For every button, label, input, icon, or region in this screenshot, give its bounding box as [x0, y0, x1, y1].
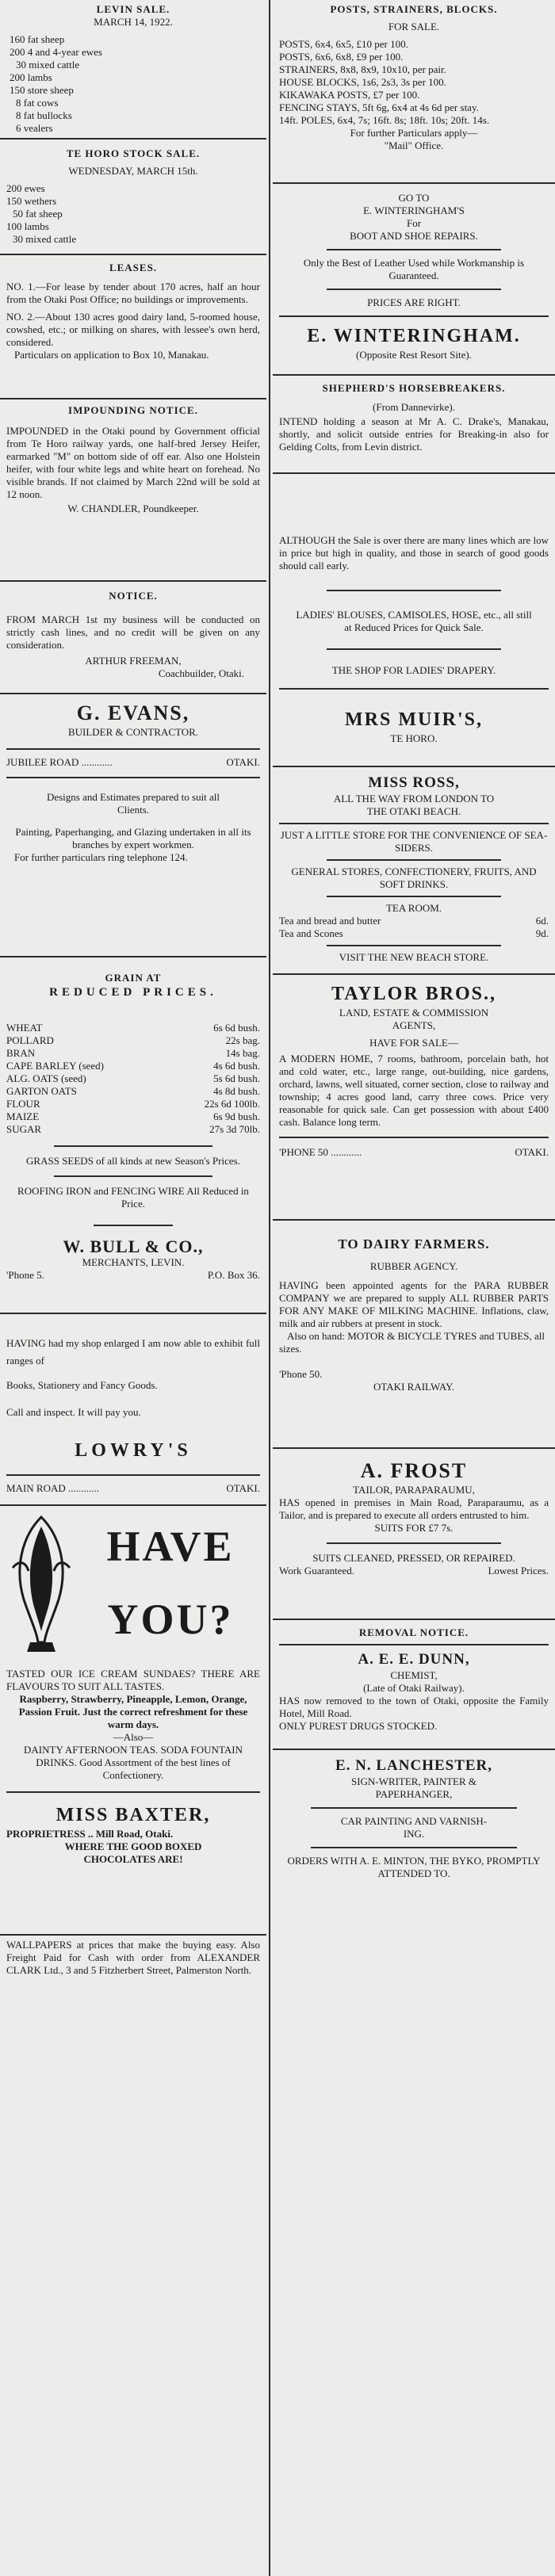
levin-sale-ad: [0, 0, 266, 138]
posts-further: For further Particulars apply—: [350, 127, 478, 139]
te-horo-date: WEDNESDAY, MARCH 15th.: [68, 165, 198, 177]
posts-for-sale: FOR SALE.: [388, 21, 440, 32]
leases-title: LEASES.: [109, 262, 158, 273]
freeman-notice-ad: [0, 582, 266, 693]
ross-name: MISS ROSS,: [368, 774, 460, 791]
levin-sale-item: 160 fat sheep: [10, 33, 65, 45]
posts-mail-office: "Mail" Office.: [384, 140, 444, 151]
taylor-bros-ad: [273, 975, 555, 1219]
baxter-teas: DAINTY AFTERNOON TEAS. SODA FOUNTAIN DRINKS. Good Assortment of the best lines of Confectionery.: [24, 1744, 243, 1781]
a-frost-ad: [273, 1449, 555, 1619]
impounding-text: IMPOUNDED in the Otaki pound by Government official from Te Horo railway yards, one half-bred Jersey Heifer, earmarked "M" on bottom side of off ear. Also one Holstein heifer, with four white legs and white heart on forehead. No visible brands. If not claimed by March 22nd will be sold at 12 noon.: [6, 425, 260, 500]
winteringham-prices: PRICES ARE RIGHT.: [367, 296, 461, 308]
notice-signature-trade: Coachbuilder, Otaki.: [158, 667, 244, 679]
ross-tea-row: Tea and Scones 9d.: [279, 927, 549, 939]
evans-address-road: JUBILEE ROAD ............: [6, 756, 113, 768]
lanchester-car2: ING.: [403, 1828, 425, 1840]
posts-line: POSTS, 6x6, 6x8, £9 per 100.: [279, 51, 404, 63]
mrs-muir-ad: [273, 474, 555, 766]
taylor-town: OTAKI.: [515, 1146, 549, 1158]
frost-guarantee: [279, 1565, 549, 1577]
miss-baxter-ad: [0, 1506, 266, 1934]
lanchester-name: E. N. LANCHESTER,: [335, 1757, 493, 1774]
ross-visit: VISIT THE NEW BEACH STORE.: [339, 951, 489, 963]
grain-row: WHEAT 6s 6d bush.: [6, 1022, 260, 1034]
wallpapers-ad: [0, 1936, 266, 1980]
dairy-text: HAVING been appointed agents for the PARA RUBBER COMPANY we are prepared to supply ALL RUBBER PARTS FOR ANY MAKE OF MILKING MACHINE. Inflations, claw, milk and air rubbers at present in stock.: [279, 1279, 549, 1329]
dairy-phone: 'Phone 50.: [279, 1368, 323, 1380]
levin-sale-date: MARCH 14, 1922.: [94, 16, 173, 28]
dairy-sub: RUBBER AGENCY.: [369, 1260, 458, 1272]
te-horo-stock-sale-ad: [0, 140, 266, 254]
notice-signature-name: ARTHUR FREEMAN,: [85, 655, 182, 667]
frost-suits: SUITS FOR £7 7s.: [374, 1522, 454, 1534]
winteringham-leather: Only the Best of Leather Used while Workmanship is Guaranteed.: [303, 257, 525, 281]
sundae-vase-illustration: [6, 1512, 76, 1663]
taylor-phone: [279, 1146, 549, 1159]
notice-text: FROM MARCH 1st my business will be conducted on strictly cash lines, and no credit will be given on any consideration.: [6, 613, 260, 651]
baxter-sundaes: TASTED OUR ICE CREAM SUNDAES? THERE ARE FLAVOURS TO SUIT ALL TASTES.: [6, 1668, 260, 1692]
taylor-sub2: AGENTS,: [392, 1019, 436, 1031]
te-horo-item: 100 lambs: [6, 220, 49, 232]
evans-telephone: For further particulars ring telephone 124.: [14, 851, 188, 863]
grain-row: ALG. OATS (seed) 5s 6d bush.: [6, 1072, 260, 1084]
dairy-railway: OTAKI RAILWAY.: [373, 1381, 454, 1393]
dunn-text: HAS now removed to the town of Otaki, opposite the Family Hotel, Mill Road.: [279, 1695, 549, 1719]
dunn-only: ONLY PUREST DRUGS STOCKED.: [279, 1720, 438, 1732]
winteringham-goto: GO TO: [398, 192, 430, 204]
g-evans-ad: [0, 694, 266, 956]
dunn-name: A. E. E. DUNN,: [358, 1651, 470, 1668]
frost-sub: TAILOR, PARAPARAUMU,: [353, 1484, 475, 1496]
impounding-title: IMPOUNDING NOTICE.: [68, 404, 198, 416]
shepherd-title: SHEPHERD'S HORSEBREAKERS.: [322, 382, 506, 394]
dunn-title: REMOVAL NOTICE.: [358, 1626, 469, 1638]
muir-place: TE HORO.: [390, 732, 438, 744]
grain-row: FLOUR 22s 6d 100lb.: [6, 1098, 260, 1110]
grass-seeds: GRASS SEEDS of all kinds at new Season's Prices.: [26, 1155, 240, 1167]
ross-general: GENERAL STORES, CONFECTIONERY, FRUITS, AND SOFT DRINKS.: [291, 866, 537, 890]
ross-tea-room: TEA ROOM.: [385, 902, 442, 914]
grain-price-list: [6, 1022, 260, 1136]
dairy-also: Also on hand: MOTOR & BICYCLE TYRES and TUBES, all sizes.: [279, 1330, 545, 1355]
posts-title: POSTS, STRAINERS, BLOCKS.: [330, 3, 498, 15]
w-bull-name: W. BULL & CO.,: [63, 1236, 204, 1256]
taylor-have: HAVE FOR SALE—: [369, 1037, 458, 1049]
muir-ladies: LADIES' BLOUSES, CAMISOLES, HOSE, etc., all still at Reduced Prices for Quick Sale.: [296, 609, 532, 633]
levin-sale-item: 8 fat cows: [16, 97, 59, 109]
evans-painting: Painting, Paperhanging, and Glazing undertaken in all its branches by expert workmen.: [15, 826, 251, 850]
winteringham-opposite: (Opposite Rest Resort Site).: [356, 349, 472, 361]
lanchester-sub1: SIGN-WRITER, PAINTER &: [350, 1775, 477, 1787]
you-heading: YOU?: [107, 1596, 234, 1643]
baxter-also: —Also—: [113, 1731, 154, 1743]
grain-row: MAIZE 6s 9d bush.: [6, 1110, 260, 1122]
taylor-name: TAYLOR BROS.,: [331, 984, 497, 1004]
lowry-address-town: OTAKI.: [226, 1482, 260, 1494]
taylor-sub1: LAND, ESTATE & COMMISSION: [339, 1007, 489, 1019]
grain-row: CAPE BARLEY (seed) 4s 6d bush.: [6, 1060, 260, 1072]
te-horo-item: 50 fat sheep: [13, 208, 63, 220]
dunn-sub: CHEMIST,: [390, 1669, 438, 1681]
grain-row: GARTON OATS 4s 8d bush.: [6, 1085, 260, 1097]
lowrys-ad: [0, 1314, 266, 1504]
frost-name: A. FROST: [360, 1459, 468, 1482]
winteringham-repairs: BOOT AND SHOE REPAIRS.: [350, 230, 478, 242]
posts-line: HOUSE BLOCKS, 1s6, 2s3, 3s per 100.: [279, 76, 446, 88]
levin-sale-item: 200 4 and 4-year ewes: [10, 46, 102, 58]
lanchester-sub2: PAPERHANGER,: [375, 1788, 453, 1800]
lanchester-ad: [273, 1750, 555, 1883]
lease-particulars: Particulars on application to Box 10, Manakau.: [14, 349, 209, 361]
right-column: [273, 0, 555, 2576]
frost-work: Work Guaranteed.: [279, 1565, 354, 1577]
notice-title: NOTICE.: [109, 590, 158, 602]
frost-cleaned: SUITS CLEANED, PRESSED, OR REPAIRED.: [312, 1552, 515, 1564]
baxter-sub: PROPRIETRESS .. Mill Road, Otaki.: [6, 1828, 174, 1840]
te-horo-title: TE HORO STOCK SALE.: [66, 147, 201, 159]
levin-sale-item: 30 mixed cattle: [16, 59, 80, 71]
muir-name: MRS MUIR'S,: [344, 709, 483, 730]
evans-designs: Designs and Estimates prepared to suit all Clients.: [46, 791, 220, 816]
lowry-address-road: MAIN ROAD ............: [6, 1482, 99, 1494]
levin-sale-title: LEVIN SALE.: [96, 3, 170, 15]
w-bull-box: P.O. Box 36.: [207, 1269, 260, 1281]
winteringham-ad: [273, 184, 555, 374]
w-bull-phone: 'Phone 5.: [6, 1269, 44, 1281]
levin-sale-item: 200 lambs: [10, 71, 52, 83]
te-horo-item: 30 mixed cattle: [13, 233, 77, 245]
grain-title: GRAIN AT: [105, 972, 162, 984]
baxter-chocolates: WHERE THE GOOD BOXED CHOCOLATES ARE!: [64, 1840, 202, 1865]
posts-line: STRAINERS, 8x8, 8x9, 10x10, per pair.: [279, 63, 446, 75]
winteringham-who: E. WINTERINGHAM'S: [363, 204, 465, 216]
posts-line: POSTS, 6x4, 6x5, £10 per 100.: [279, 38, 408, 50]
wallpapers-text: WALLPAPERS at prices that make the buying easy. Also Freight Paid for Cash with order from ALEXANDER CLARK Ltd., 3 and 5 Fitzherbert Street, Palmerston North.: [6, 1939, 260, 1976]
w-bull-contact: [6, 1269, 260, 1282]
te-horo-item: 150 wethers: [6, 195, 57, 207]
evans-address-town: OTAKI.: [226, 756, 260, 768]
lowry-enlarged: HAVING had my shop enlarged I am now able to exhibit full ranges of: [6, 1337, 260, 1366]
lowry-call: Call and inspect. It will pay you.: [6, 1406, 141, 1418]
column-divider: [269, 0, 270, 2576]
posts-strainers-ad: [273, 0, 555, 182]
levin-sale-item: 150 store sheep: [10, 84, 74, 96]
posts-line: KIKAWAKA POSTS, £7 per 100.: [279, 89, 420, 101]
ross-store: JUST A LITTLE STORE FOR THE CONVENIENCE OF SEA-SIDERS.: [280, 829, 548, 854]
levin-sale-item: 8 fat bullocks: [16, 109, 72, 121]
evans-name: G. EVANS,: [76, 701, 190, 724]
dunn-late: (Late of Otaki Railway).: [363, 1682, 465, 1694]
ross-sub1: ALL THE WAY FROM LONDON TO: [333, 793, 495, 805]
posts-line: FENCING STAYS, 5ft 6g, 6x4 at 4s 6d per stay.: [279, 101, 479, 113]
have-heading: HAVE: [106, 1523, 235, 1570]
lease-no-2: NO. 2.—About 130 acres good dairy land, 5-roomed house, cowshed, etc.; or milking on shares, with lessee's own herd, considered.: [6, 311, 260, 348]
grain-row: SUGAR 27s 3d 70lb.: [6, 1123, 260, 1135]
baxter-flavours: Raspberry, Strawberry, Pineapple, Lemon, Orange, Passion Fruit. Just the correct refreshment for these warm days.: [18, 1693, 248, 1730]
roofing-iron: ROOFING IRON and FENCING WIRE All Reduced in Price.: [17, 1185, 249, 1210]
ross-sub2: THE OTAKI BEACH.: [366, 805, 461, 817]
posts-line: 14ft. POLES, 6x4, 7s; 16ft. 8s; 18ft. 10s; 20ft. 14s.: [279, 114, 490, 126]
taylor-phone-number: 'PHONE 50 ............: [279, 1146, 362, 1158]
te-horo-item: 200 ewes: [6, 182, 45, 194]
lowry-name: LOWRY'S: [75, 1440, 192, 1461]
lowry-books: Books, Stationery and Fancy Goods.: [6, 1379, 158, 1391]
impounding-notice-ad: [0, 399, 266, 580]
levin-sale-item: 6 vealers: [16, 122, 53, 134]
grain-subtitle: REDUCED PRICES.: [49, 986, 217, 999]
lease-no-1: NO. 1.—For lease by tender about 170 acres, half an hour from the Otaki Post Office; no buildings or improvements.: [6, 281, 260, 305]
lowry-address: [6, 1482, 260, 1495]
shepherd-from: (From Dannevirke).: [373, 401, 455, 413]
impounding-signature: W. CHANDLER, Poundkeeper.: [67, 503, 199, 514]
winteringham-for: For: [406, 217, 422, 229]
evans-address: [6, 756, 260, 769]
shepherd-text: INTEND holding a season at Mr A. C. Drake's, Manakau, shortly, and solicit outside entries for Breaking-in also for Gelding Colts, from Levin district.: [279, 415, 549, 453]
shepherd-horsebreakers-ad: [273, 376, 555, 472]
dairy-title: TO DAIRY FARMERS.: [338, 1236, 490, 1252]
grain-row: POLLARD 22s bag.: [6, 1034, 260, 1046]
w-bull-sub: MERCHANTS, LEVIN.: [82, 1256, 185, 1268]
muir-sale-text: ALTHOUGH the Sale is over there are many lines which are low in price but high in quality, and those in search of good goods should call early.: [279, 534, 549, 571]
miss-ross-ad: [273, 767, 555, 973]
lanchester-car1: CAR PAINTING AND VARNISH-: [340, 1815, 488, 1827]
winteringham-name: E. WINTERINGHAM.: [307, 326, 521, 346]
lanchester-orders: ORDERS WITH A. E. MINTON, THE BYKO, PROMPTLY ATTENDED TO.: [287, 1855, 541, 1879]
evans-trade: BUILDER & CONTRACTOR.: [67, 726, 199, 738]
frost-text: HAS opened in premises in Main Road, Paraparaumu, as a Tailor, and is prepared to execute all orders entrusted to him.: [279, 1496, 549, 1521]
baxter-name: MISS BAXTER,: [56, 1805, 211, 1825]
grain-ad: [0, 957, 266, 1313]
left-column: [0, 0, 266, 2576]
taylor-home: A MODERN HOME, 7 rooms, bathroom, porcelain bath, hot and cold water, etc., large range, out-building, nice gardens, orchard, lawns, well situated, corner section, close to railway and township; 4 acres good land, carry three cows. Price very reasonable for quick sale. Can get possession with about £400 cash. Balance long term.: [279, 1053, 549, 1128]
grain-row: BRAN 14s bag.: [6, 1047, 260, 1059]
dunn-removal-ad: [273, 1620, 555, 1749]
leases-ad: [0, 255, 266, 398]
ross-tea-row: Tea and bread and butter 6d.: [279, 915, 549, 927]
frost-lowest: Lowest Prices.: [488, 1565, 549, 1577]
muir-shop: THE SHOP FOR LADIES' DRAPERY.: [331, 664, 496, 676]
dairy-farmers-ad: [273, 1221, 555, 1447]
